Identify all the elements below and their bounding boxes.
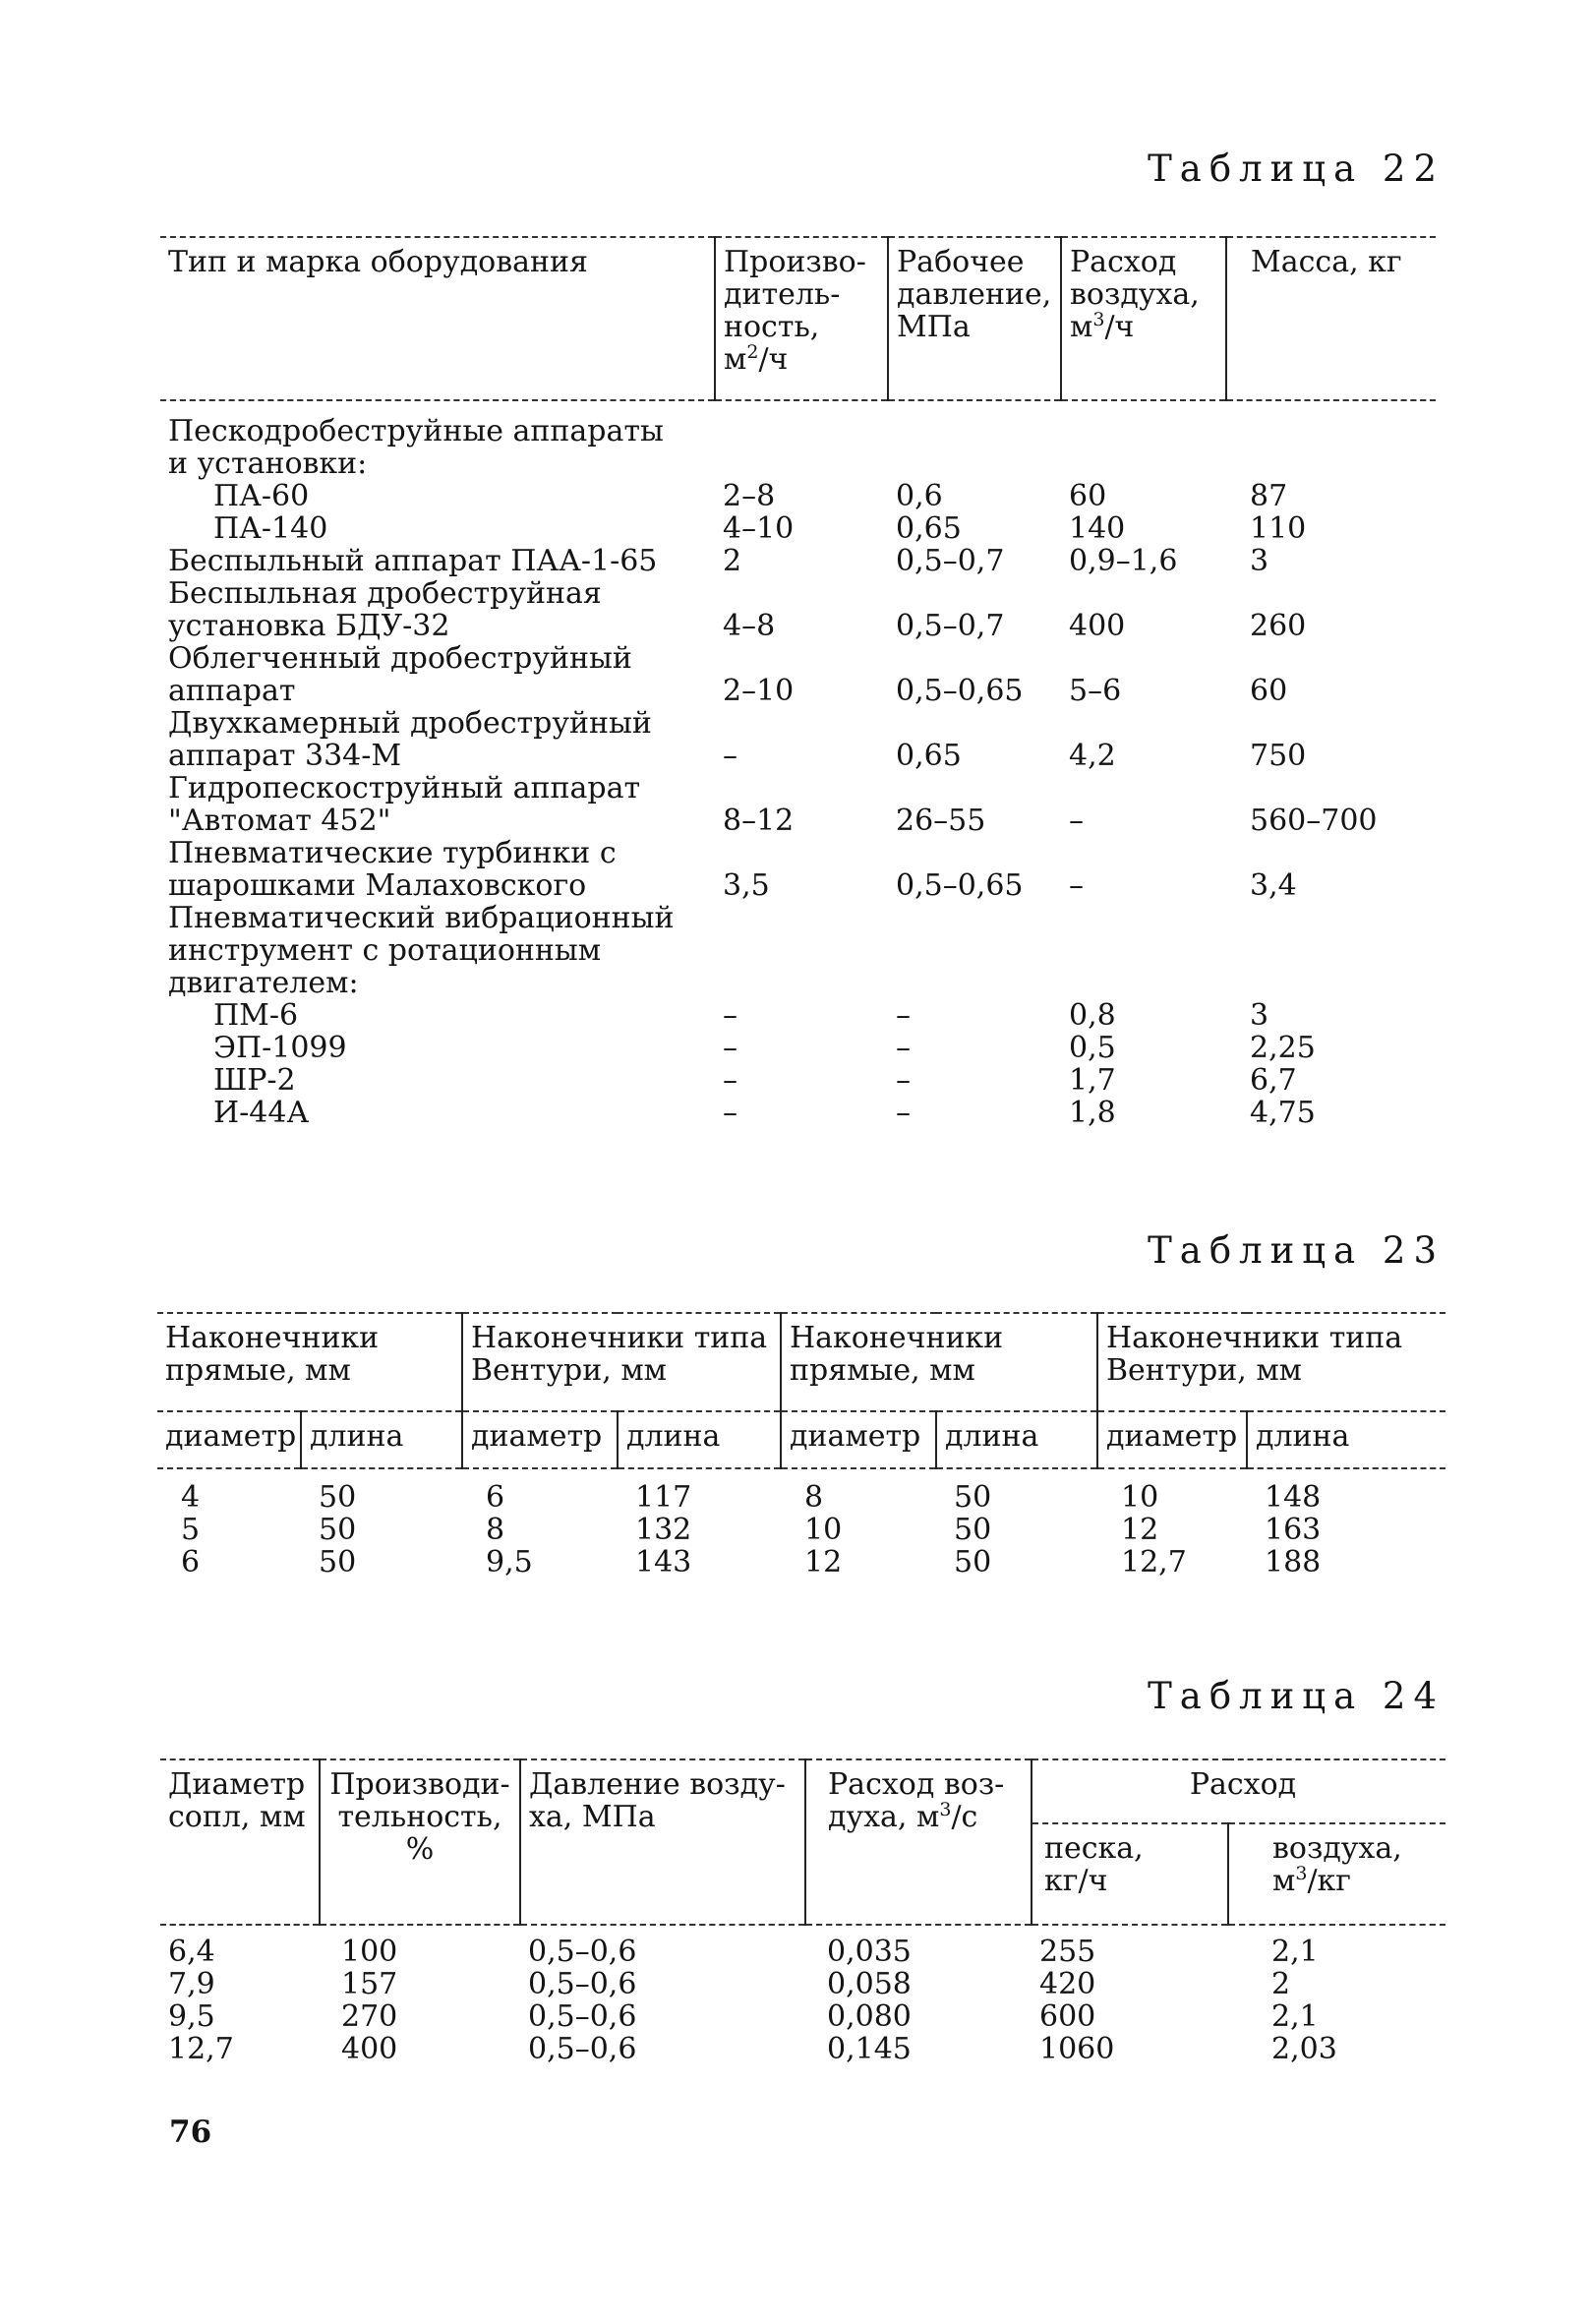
table-row — [157, 1546, 1445, 1579]
diameter-value: 9,5 — [486, 1545, 533, 1579]
equipment-name: ШР-2 — [213, 1063, 296, 1098]
length-value: 50 — [954, 1480, 992, 1515]
productivity-value: 2–10 — [723, 674, 795, 708]
air-value: 0,058 — [827, 1967, 912, 2001]
productivity-value: 3,5 — [723, 868, 770, 903]
diameter-value: 6 — [181, 1545, 201, 1579]
pressure-value: 0,5–0,7 — [896, 609, 1005, 643]
sand-value: 1060 — [1039, 2032, 1115, 2066]
table-row — [160, 837, 1436, 902]
equipment-name: И-44А — [213, 1096, 310, 1130]
productivity-value: 2 — [723, 544, 742, 578]
length-value: 117 — [635, 1480, 692, 1515]
table-row — [160, 999, 1436, 1032]
mass-value: 260 — [1250, 609, 1307, 643]
table23-group-row — [157, 1313, 1445, 1411]
table-row — [160, 545, 1436, 577]
table-row — [160, 1968, 1445, 2000]
diameter-value: 12,7 — [1121, 1545, 1187, 1579]
mass-value — [1226, 902, 1436, 999]
air-value: 0,9–1,6 — [1069, 544, 1178, 578]
table23 — [157, 1312, 1445, 1579]
air-value: 0,5 — [1069, 1031, 1116, 1065]
mass-value: 3 — [1250, 544, 1269, 578]
pressure-value — [888, 902, 1061, 999]
air-per-kg-value: 2,03 — [1271, 2032, 1337, 2066]
equipment-name: Пневматический вибрационный инструмент с ротационным двигателем: — [168, 901, 675, 1000]
table23-group-straight-1: Наконечники прямые, мм — [157, 1313, 462, 1411]
pressure-value: 0,5–0,7 — [896, 544, 1005, 578]
table-row — [160, 2000, 1445, 2033]
length-value: 50 — [319, 1480, 357, 1515]
table24-header-row — [160, 1759, 1445, 1823]
table23-sub-diameter: диаметр — [781, 1411, 936, 1468]
diameter-value: 6,4 — [168, 1935, 215, 1969]
length-value: 50 — [319, 1513, 357, 1547]
diameter-value: 10 — [1121, 1480, 1159, 1515]
table23-sub-diameter: диаметр — [1097, 1411, 1247, 1468]
diameter-value: 10 — [804, 1513, 843, 1547]
table23-group-venturi-2: Наконечники типа Вентури, мм — [1106, 1321, 1403, 1388]
pressure-value: – — [896, 1096, 911, 1130]
equipment-name: ЭП-1099 — [213, 1031, 347, 1065]
table-row — [160, 902, 1436, 999]
air-value: 140 — [1069, 511, 1126, 546]
table23-sub-length: длина — [936, 1411, 1097, 1468]
table23-group-straight-2: Наконечники прямые, мм — [781, 1313, 1097, 1411]
sand-value: 420 — [1039, 1967, 1096, 2001]
table24-sub-air: воздуха, $м^3/кг$ — [1272, 1830, 1402, 1898]
air-value: 1,8 — [1069, 1096, 1116, 1130]
pressure-value: 0,65 — [896, 511, 962, 546]
productivity-value: 100 — [341, 1935, 398, 1969]
diameter-value: 6 — [486, 1480, 505, 1515]
air-per-kg-value: 2 — [1271, 1967, 1291, 2001]
equipment-name: Пневматические турбинки с шарошками Малаховского — [168, 836, 617, 903]
table23-sub-diameter: диаметр — [157, 1411, 301, 1468]
air-value: 5–6 — [1069, 674, 1122, 708]
table22-header-row — [160, 237, 1436, 400]
air-value: 60 — [1069, 479, 1107, 513]
table23-sub-row — [157, 1411, 1445, 1468]
table22-header-productivity: Произво- дитель- ность, $м^2/ч$ — [715, 237, 888, 400]
equipment-name: Беспыльная дробеструйная установка БДУ-32 — [168, 576, 602, 643]
length-value: 188 — [1265, 1545, 1322, 1579]
table22-header-air: Расход воздуха, $м^3/ч$ — [1061, 237, 1226, 400]
length-value: 163 — [1265, 1513, 1322, 1547]
diameter-value: 12 — [804, 1545, 843, 1579]
length-value: 132 — [635, 1513, 692, 1547]
table-row — [160, 1064, 1436, 1097]
length-value: 50 — [954, 1513, 992, 1547]
productivity-value: – — [723, 1031, 737, 1065]
pressure-value: 0,5–0,6 — [528, 2032, 637, 2066]
table-row — [160, 1097, 1436, 1129]
mass-value: 4,75 — [1250, 1096, 1316, 1130]
mass-value: 2,25 — [1250, 1031, 1316, 1065]
pressure-value: 0,5–0,6 — [528, 1935, 637, 1969]
table23-sub-length: длина — [1256, 1419, 1350, 1454]
equipment-name: Гидропескоструйный аппарат "Автомат 452" — [168, 771, 641, 838]
table-row — [160, 707, 1436, 772]
pressure-value: – — [896, 1063, 911, 1098]
air-value: – — [1069, 868, 1084, 903]
productivity-value — [715, 902, 888, 999]
length-value: 148 — [1265, 1480, 1322, 1515]
mass-value: 3 — [1250, 998, 1269, 1033]
air-value: 0,080 — [827, 1999, 912, 2034]
productivity-value: – — [723, 1096, 737, 1130]
air-value: 0,145 — [827, 2032, 912, 2066]
air-value: – — [1069, 804, 1084, 838]
equipment-name: Двухкамерный дробеструйный аппарат 334-М — [168, 706, 652, 773]
table23-sub-diameter: диаметр — [462, 1411, 618, 1468]
table22-header-type: Тип и марка оборудования — [160, 237, 715, 400]
equipment-name: ПА-60 — [213, 479, 310, 513]
productivity-value: – — [723, 1063, 737, 1098]
sand-value: 600 — [1039, 1999, 1096, 2034]
table22-header-mass: Масса, кг — [1251, 245, 1402, 279]
table-row — [157, 1514, 1445, 1546]
table22-caption: Таблица 22 — [1148, 148, 1445, 190]
productivity-value: 8–12 — [723, 804, 795, 838]
mass-value: 3,4 — [1250, 868, 1297, 903]
length-value: 143 — [635, 1545, 692, 1579]
table24-header-productivity: Производи- тельность, % — [320, 1759, 520, 1925]
productivity-value: 157 — [341, 1967, 398, 2001]
air-value: 0,8 — [1069, 998, 1116, 1033]
table-row — [160, 1925, 1445, 1968]
pressure-value: 0,65 — [896, 739, 962, 773]
diameter-value: 12,7 — [168, 2032, 234, 2066]
equipment-name: Беспыльный аппарат ПАА-1-65 — [168, 544, 658, 578]
equipment-name: Пескодробеструйные аппараты и установки: — [168, 414, 664, 481]
pressure-value: – — [896, 1031, 911, 1065]
equipment-name: Облегченный дробеструйный аппарат — [168, 641, 632, 708]
mass-value: 560–700 — [1250, 804, 1378, 838]
pressure-value: 0,5–0,65 — [896, 674, 1024, 708]
table24 — [160, 1758, 1445, 2065]
table-row — [160, 577, 1436, 642]
table23-group-venturi-1: Наконечники типа Вентури, мм — [462, 1313, 781, 1411]
table-row — [160, 400, 1436, 480]
productivity-value: 2–8 — [723, 479, 776, 513]
table24-header-air: Расход воз- духа, $м^3/с$ — [805, 1759, 1032, 1925]
diameter-value: 8 — [486, 1513, 505, 1547]
diameter-value: 4 — [181, 1480, 201, 1515]
productivity-value: 4–8 — [723, 609, 776, 643]
mass-value: 750 — [1250, 739, 1307, 773]
air-value: 1,7 — [1069, 1063, 1116, 1098]
table24-header-pressure: Давление возду- ха, МПа — [520, 1759, 805, 1925]
diameter-value: 5 — [181, 1513, 201, 1547]
productivity-value — [715, 400, 888, 480]
air-per-kg-value: 2,1 — [1271, 1935, 1319, 1969]
pressure-value: 0,6 — [896, 479, 943, 513]
productivity-value: 4–10 — [723, 511, 795, 546]
table22 — [160, 236, 1436, 1129]
productivity-value: 400 — [341, 2032, 398, 2066]
table23-sub-length: длина — [301, 1411, 462, 1468]
length-value: 50 — [319, 1545, 357, 1579]
mass-value: 87 — [1250, 479, 1288, 513]
page-number: 76 — [169, 2115, 212, 2150]
pressure-value: 0,5–0,65 — [896, 868, 1024, 903]
mass-value — [1226, 400, 1436, 480]
mass-value: 60 — [1250, 674, 1288, 708]
air-value: 0,035 — [827, 1935, 912, 1969]
equipment-name: ПМ-6 — [213, 998, 299, 1033]
table24-sub-sand: песка, кг/ч — [1032, 1823, 1228, 1925]
pressure-value: 0,5–0,6 — [528, 1967, 637, 2001]
sand-value: 255 — [1039, 1935, 1096, 1969]
diameter-value: 9,5 — [168, 1999, 215, 2034]
diameter-value: 12 — [1121, 1513, 1159, 1547]
table-row — [160, 2033, 1445, 2065]
productivity-value: – — [723, 739, 737, 773]
table-row — [160, 642, 1436, 707]
productivity-value: – — [723, 998, 737, 1033]
table24-group-consumption: Расход — [1032, 1759, 1445, 1823]
pressure-value: 26–55 — [896, 804, 986, 838]
table23-sub-length: длина — [618, 1411, 781, 1468]
mass-value: 110 — [1250, 511, 1307, 546]
pressure-value: 0,5–0,6 — [528, 1999, 637, 2034]
diameter-value: 7,9 — [168, 1967, 215, 2001]
air-value — [1061, 902, 1226, 999]
equipment-name: ПА-140 — [213, 511, 328, 546]
pressure-value: – — [896, 998, 911, 1033]
length-value: 50 — [954, 1545, 992, 1579]
air-per-kg-value: 2,1 — [1271, 1999, 1319, 2034]
air-value: 400 — [1069, 609, 1126, 643]
table24-caption: Таблица 24 — [1148, 1675, 1445, 1717]
air-value: 4,2 — [1069, 739, 1116, 773]
pressure-value — [888, 400, 1061, 480]
table-row — [160, 512, 1436, 545]
table22-header-pressure: Рабочее давление, МПа — [888, 237, 1061, 400]
table23-caption: Таблица 23 — [1148, 1229, 1445, 1272]
table-row — [160, 772, 1436, 837]
air-value — [1061, 400, 1226, 480]
productivity-value: 270 — [341, 1999, 398, 2034]
table-row — [160, 480, 1436, 512]
table-row — [157, 1468, 1445, 1514]
mass-value: 6,7 — [1250, 1063, 1297, 1098]
table-row — [160, 1032, 1436, 1064]
diameter-value: 8 — [804, 1480, 824, 1515]
table24-header-diameter: Диаметр сопл, мм — [160, 1759, 320, 1925]
